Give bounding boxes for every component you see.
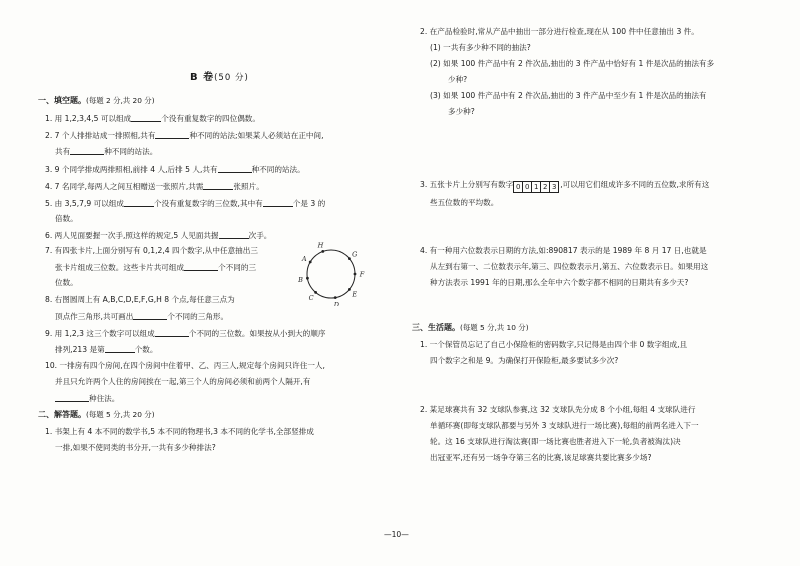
solve-q2-line4: 少种? (448, 75, 468, 84)
circle-label-a: A (301, 255, 307, 263)
circle-label-g: G (352, 250, 358, 259)
circle-point-f (354, 273, 357, 276)
section1-heading: 一、填空题。(每题 2 分,共 20 分) (38, 96, 155, 105)
solve-q3-line2: 些五位数的平均数。 (430, 198, 499, 207)
fill-item-2-cont: 共有 种不同的站法。 (55, 147, 158, 156)
title-text: B 卷 (190, 72, 215, 83)
solve-q3-line1: 3. 五张卡片上分别写有数字 0 0 1 2 3 ,可以用它们组成许多不同的五位数,求所有这 (420, 180, 710, 191)
fill-item-7-cont2: 位数。 (55, 278, 78, 287)
circle-label-c: C (308, 294, 314, 303)
answer-blank[interactable] (55, 393, 89, 402)
page-title (190, 72, 249, 85)
answer-blank[interactable] (184, 262, 218, 271)
life-q1-line1: 1. 一个保管员忘记了自己小保险柜的密码数字,只记得是由四个非 0 数字组成,且 (420, 340, 688, 349)
life-q2-line3: 轮。这 16 支球队进行淘汰赛(即一场比赛也胜者进入下一轮,负者被淘汰)决 (430, 437, 681, 446)
answer-blank[interactable] (155, 130, 189, 139)
solve-q4-line3: 种方法表示 1991 年的日期,那么全年中六个数字都不相同的日期共有多少天? (430, 278, 689, 287)
circle-label-b: B (298, 275, 303, 284)
answer-blank[interactable] (263, 198, 293, 207)
solve-q2-line1: 2. 在产品检验时,常从产品中抽出一部分进行检查,现在从 100 件中任意抽出 3 件。 (420, 27, 699, 36)
circle-point-a (309, 261, 312, 264)
fill-item-3: 3. 9 个同学排成两排照相,前排 4 人,后排 5 人,共有 种不同的站法。 (45, 165, 305, 174)
solve-q2-line6: 多少种? (448, 107, 475, 116)
circle-label-h: H (317, 242, 324, 250)
fill-item-2: 2. 7 个人排排站成一排照相,共有 种不同的站法;如果某人必须站在正中间, (45, 131, 324, 140)
answer-blank[interactable] (203, 181, 233, 190)
fill-item-5: 5. 由 3,5,7,9 可以组成 个没有重复数字的三位数,其中有 个是 3 的 (45, 199, 326, 208)
solve-q1-line1: 1. 书架上有 4 本不同的数学书,5 本不同的物理书,3 本不同的化学书,全部竖排成 (45, 427, 314, 436)
circle-point-g (348, 257, 351, 260)
fill-item-8: 8. 右图圆周上有 A,B,C,D,E,F,G,H 8 个点,每任意三点为 (45, 295, 235, 304)
circle-point-c (314, 291, 317, 294)
page-number: —10— (384, 530, 409, 539)
circle-outline (307, 250, 358, 299)
answer-blank[interactable] (155, 328, 189, 337)
solve-q2-line3: (2) 如果 100 件产品中有 2 件次品,抽出的 3 件产品中恰好有 1 件是次品的抽法有多 (430, 59, 715, 68)
circle-point-e (348, 288, 351, 291)
digit-cards (514, 181, 559, 193)
fill-item-8-cont: 顶点作三角形,共可画出 个不同的三角形。 (55, 312, 229, 321)
answer-blank[interactable] (70, 146, 104, 155)
fill-item-7-cont: 张卡片组成三位数。这些卡片共可组成 个不同的三 (55, 263, 257, 272)
digit-card: 1 (531, 181, 541, 193)
answer-blank[interactable] (133, 311, 167, 320)
answer-blank[interactable] (124, 198, 154, 207)
fill-item-9-cont: 排列,213 是第 个数。 (55, 345, 158, 354)
fill-item-10: 10. 一排房有四个房间,在四个房间中住着甲、乙、丙三人,规定每个房间只许住一人, (45, 361, 325, 370)
fill-item-7: 7. 有四张卡片,上面分别写有 0,1,2,4 四个数字,从中任意抽出三 (45, 246, 258, 255)
answer-blank[interactable] (219, 230, 249, 239)
circle-label-d: D (333, 301, 340, 306)
digit-card: 0 (513, 181, 523, 193)
life-q2-line2: 单循环赛(即每支球队都要与另外 3 支球队进行一场比赛),每组的前两名进入下一 (430, 421, 699, 430)
solve-q2-line2: (1) 一共有多少种不同的抽法? (430, 43, 531, 52)
circle-point-b (306, 277, 309, 280)
circle-point-h (321, 250, 324, 253)
answer-blank[interactable] (218, 164, 252, 173)
answer-blank[interactable] (105, 344, 135, 353)
solve-q4-line2: 从左到右第一、二位数表示年,第三、四位数表示月,第五、六位数表示日。如果用这 (430, 262, 709, 271)
circle-point-d (334, 296, 337, 299)
fill-item-10-cont2: 种住法。 (55, 393, 119, 403)
fill-item-1: 1. 用 1,2,3,4,5 可以组成 个没有重复数字的四位偶数。 (45, 114, 260, 123)
fill-item-4: 4. 7 名同学,每两人之间互相赠送一张照片,共需 张照片。 (45, 182, 264, 191)
section3-heading: 三、生活题。(每题 5 分,共 10 分) (412, 323, 529, 332)
title-score: (50 分) (214, 73, 249, 83)
life-q2-line4: 出冠亚军,还有另一场争夺第三名的比赛,该足球赛共要比赛多少场? (430, 453, 652, 462)
answer-blank[interactable] (131, 113, 161, 122)
digit-card: 0 (522, 181, 532, 193)
solve-q1-line2: 一排,如果不使同类的书分开,一共有多少种排法? (55, 443, 216, 452)
life-q1-line2: 四个数字之和是 9。为确保打开保险柜,最多要试多少次? (430, 356, 619, 365)
circle-label-e: E (352, 290, 358, 299)
circle-points-figure (296, 242, 366, 306)
fill-item-6: 6. 两人见面要握一次手,照这样的规定,5 人见面共握 次手。 (45, 231, 272, 240)
digit-card: 2 (540, 181, 550, 193)
section2-heading: 二、解答题。(每题 5 分,共 20 分) (38, 410, 155, 419)
digit-card: 3 (549, 181, 559, 193)
circle-label-f: F (359, 270, 365, 279)
life-q2-line1: 2. 某足球赛共有 32 支球队参赛,这 32 支球队先分成 8 个小组,每组 4 支球队进行 (420, 405, 696, 414)
solve-q2-line5: (3) 如果 100 件产品中有 2 件次品,抽出的 3 件产品中至少有 1 件是次品的抽法有 (430, 91, 707, 100)
fill-item-10-cont: 并且只允许两个人住的房间挨在一起,第三个人的房间必须和前两个人隔开,有 (55, 377, 311, 386)
fill-item-9: 9. 用 1,2,3 这三个数字可以组成 个不同的三位数。如果按从小到大的顺序 (45, 329, 326, 338)
solve-q4-line1: 4. 有一种用六位数表示日期的方法,如:890817 表示的是 1989 年 8 月 17 日,也就是 (420, 246, 707, 255)
fill-item-5-cont: 倍数。 (55, 214, 78, 223)
